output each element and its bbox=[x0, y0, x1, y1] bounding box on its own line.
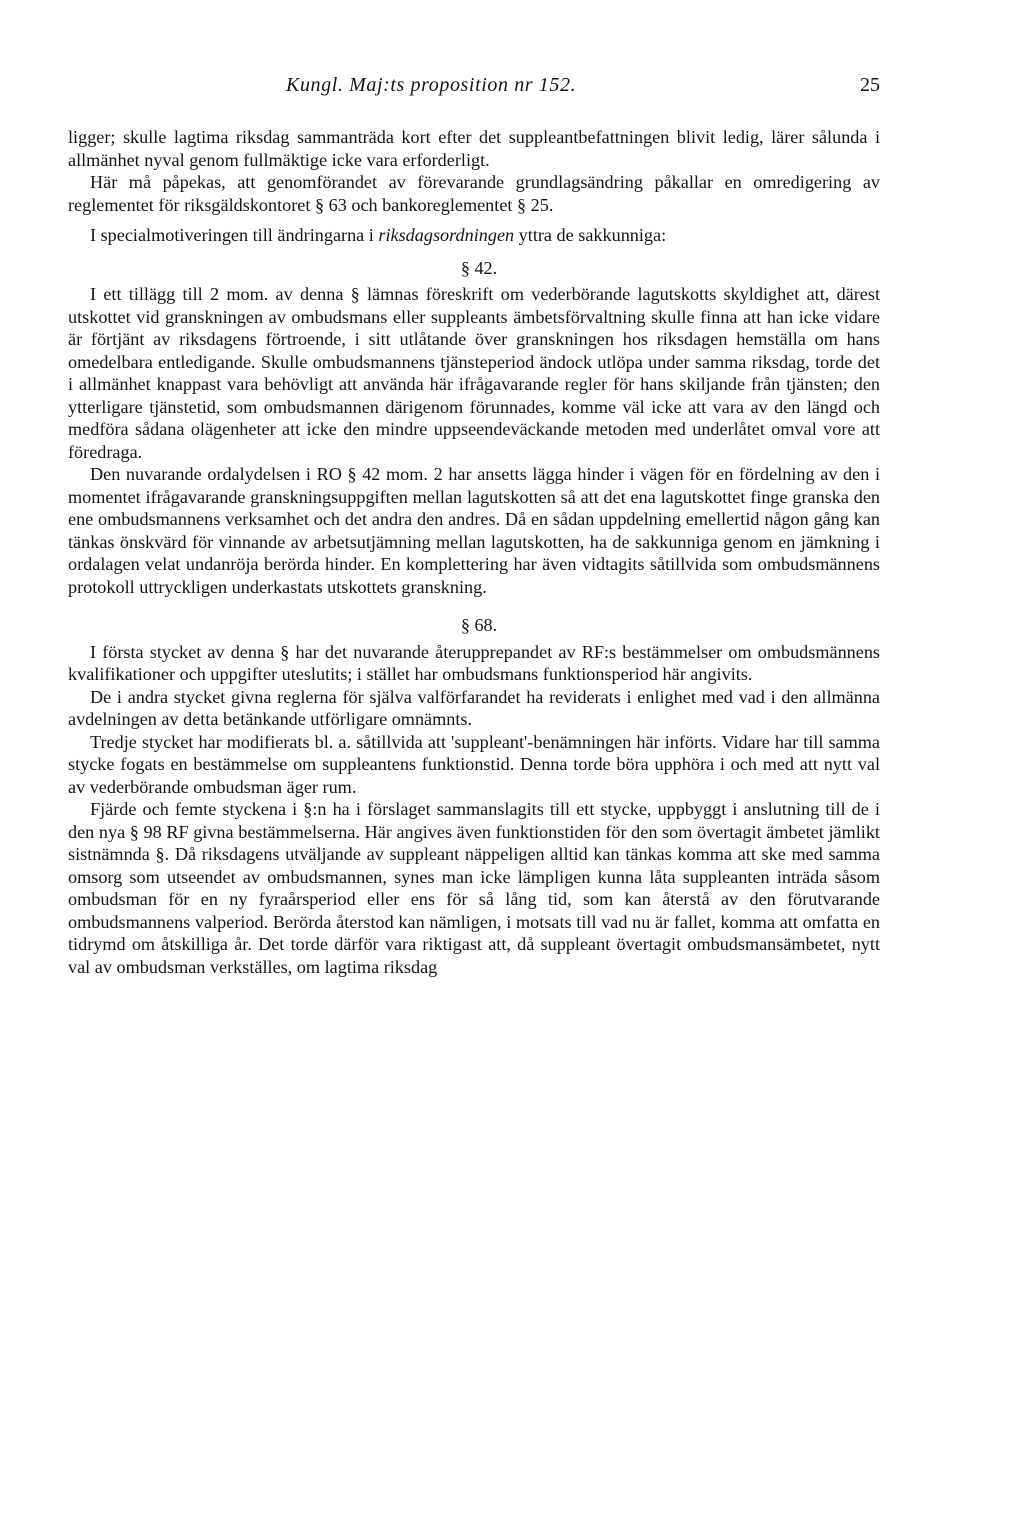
paragraph: Tredje stycket har modifierats bl. a. såtillvida att 'suppleant'-benämningen här införts. Vidare har till samma stycke fogats en bestämmelse om suppleantens funktionstid. Denna torde böra upphöra i och med att nytt val av vederbörande ombudsman äger rum. bbox=[68, 731, 880, 797]
paragraph: Fjärde och femte styckena i §:n ha i förslaget sammanslagits till ett stycke, uppbyggt i anslutning till de i den nya § 98 RF givna bestämmelserna. Här angives även funktionstiden för den som övertagit ämbetet jämlikt sistnämnda §. Då riksdagens utväljande av suppleant näppeligen alltid kan tänkas komma att ske med samma omsorg som utseendet av ombudsmannen, synes man icke lämpligen kunna låta suppleanten inträda såsom ombudsman för en ny fyraårsperiod eller ens för så lång tid, som kan återstå av den förutvarande ombudsmannens valperiod. Berörda återstod kan nämligen, i motsats till vad nu är fallet, komma att omfatta en tidrymd om åtskilliga år. Det torde därför vara riktigast att, då suppleant övertagit ombudsmansämbetet, nytt val av ombudsman verkställes, om lagtima riksdag bbox=[68, 799, 880, 977]
paragraph: I ett tillägg till 2 mom. av denna § lämnas föreskrift om vederbörande lagutskotts skyldighet att, därest utskottet vid granskningen av ombudsmans eller suppleants ämbetsförvaltning skulle finna att han icke vidare är förtjänt av riksdagens förtroende, i sitt utlåtande över granskningen hos riksdagen hemställa om hans omedelbara entledigande. Skulle ombudsmannens tjänsteperiod ändock utlöpa under samma riksdag, torde det i allmänhet knappast vara behövligt att använda här ifrågavarande regler för hans skiljande från tjänsten; den ytterligare tjänstetid, som ombudsmannen därigenom förunnades, komme väl icke att vara av den längd och medföra sådana olägenheter att icke den mindre uppseendeväckande metoden med underlåtet omval vore att föredraga. bbox=[68, 284, 880, 462]
paragraph: ligger; skulle lagtima riksdag sammanträda kort efter det suppleantbefattningen blivit ledig, lärer sålunda i allmänhet nyval genom fullmäktige icke vara erforderligt. bbox=[68, 127, 880, 170]
paragraph: I första stycket av denna § har det nuvarande återupprepandet av RF:s bestämmelser om ombudsmännens kvalifikationer och uppgifter uteslutits; i stället har ombudsmans funktionsperiod här angivits. bbox=[68, 641, 880, 684]
body-text bbox=[68, 126, 880, 978]
paragraph: Den nuvarande ordalydelsen i RO § 42 mom. 2 har ansetts lägga hinder i vägen för en fördelning av den i momentet ifrågavarande granskningsuppgiften mellan lagutskotten så att det ena lagutskottet finge granska den ene ombudsmannens verksamhet och det andra den andres. Då en sådan uppdelning emellertid någon gång kan tänkas önskvärd för vinnande av arbetsutjämning mellan lagutskotten, ha de sakkunniga genom en jämkning i ordalagen velat undanröja berörda hinder. En komplettering har även vidtagits såtillvida som ombudsmännens protokoll uttryckligen underkastats utskottets granskning. bbox=[68, 464, 880, 597]
intro-text: I specialmotiveringen till ändringarna i bbox=[90, 225, 379, 245]
page-header bbox=[68, 74, 880, 104]
section-heading-68: § 68. bbox=[460, 615, 498, 635]
section-heading-42: § 42. bbox=[460, 257, 498, 278]
intro-paragraph bbox=[68, 224, 880, 247]
running-title: Kungl. Maj:ts proposition nr 152. bbox=[286, 74, 577, 96]
paragraph: Här må påpekas, att genomförandet av förevarande grundlagsändring påkallar en omredigering av reglementet för riksgäldskontoret § 63 och bankoreglementet § 25. bbox=[68, 172, 880, 215]
intro-text-end: yttra de sakkunniga: bbox=[514, 225, 667, 245]
page-number: 25 bbox=[860, 74, 880, 96]
intro-emphasis: riksdagsordningen bbox=[378, 225, 515, 245]
paragraph: De i andra stycket givna reglerna för själva valförfarandet ha reviderats i enlighet med vad i den allmänna avdelningen av detta betänkande utförligare omnämnts. bbox=[68, 686, 880, 729]
